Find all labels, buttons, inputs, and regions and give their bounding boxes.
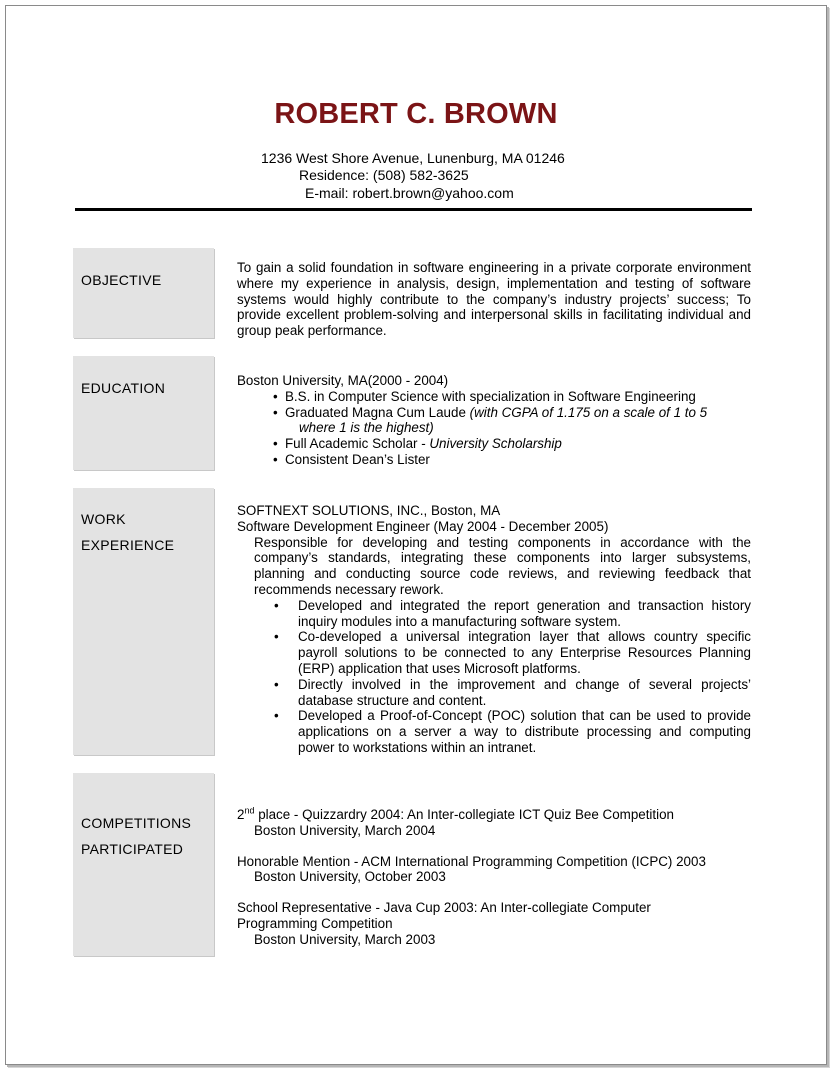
header-divider [75,208,752,211]
list-item: • Graduated Magna Cum Laude (with CGPA of 1.175 on a scale of 1 to 5 where 1 is the highest) [237,405,751,437]
list-item: • Consistent Dean’s Lister [237,452,751,468]
address-line: 1236 West Shore Avenue, Lunenburg, MA 01246 [261,150,565,166]
education-list [237,389,751,468]
competitions-label: COMPETITIONS PARTICIPATED [81,815,192,857]
list-item: • Developed and integrated the report generation and transaction history inquiry modules into a manufacturing software system. [237,598,751,630]
work-position: Software Development Engineer (May 2004 - December 2005) [237,518,609,534]
list-item: • Co-developed a universal integration layer that allows country specific payroll solutions to be connected to any Enterprise Resources Planning (ERP) application that uses Microsoft platforms. [237,629,751,676]
education-content [237,373,751,468]
list-item: • Developed a Proof-of-Concept (POC) solution that can be used to provide applications on a server a way to distribute processing and computing power to workstations within an intranet. [237,708,751,755]
work-company: SOFTNEXT SOLUTIONS, INC., Boston, MA [237,503,501,518]
list-item: • Full Academic Scholar - University Scholarship [237,436,751,452]
work-description: Responsible for developing and testing components in accordance with the company’s standards, integrating these components into larger subsystems, planning and conducting source code reviews, and reviewing feedback that recommends necessary rework. [254,534,751,597]
education-school: Boston University, MA(2000 - 2004) [237,373,449,388]
work-content [237,503,751,756]
competition-entry: Honorable Mention - ACM International Programming Competition (ICPC) 2003 Boston University, October 2003 [237,853,706,885]
objective-label: OBJECTIVE [81,272,162,288]
candidate-name: ROBERT C. BROWN [274,98,558,130]
objective-text: To gain a solid foundation in software engineering in a private corporate environment where my experience in analysis, design, implementation and testing of software systems would highly contribute to the company’s industry projects’ success; To provide excellent problem-solving and interpersonal skills in facilitating individual and group peak performance. [237,260,751,339]
objective-band [73,248,214,338]
work-label: WORK EXPERIENCE [81,511,175,553]
residence-phone: Residence: (508) 582-3625 [299,167,469,183]
competition-entry: 2nd place - Quizzardry 2004: An Inter-collegiate ICT Quiz Bee Competition Boston University, March 2004 [237,805,674,838]
list-item: • B.S. in Computer Science with specialization in Software Engineering [237,389,751,405]
work-bullets [237,598,751,756]
competition-entry: School Representative - Java Cup 2003: An Inter-collegiate Computer Programming Competition Boston University, March 2003 [237,900,651,947]
education-band [73,356,214,470]
education-label: EDUCATION [81,380,166,396]
competitions-content [237,807,751,963]
list-item: • Directly involved in the improvement and change of several projects’ database structure and content. [237,677,751,709]
email-line: E-mail: robert.brown@yahoo.com [305,185,514,201]
competitions-band [73,773,214,956]
